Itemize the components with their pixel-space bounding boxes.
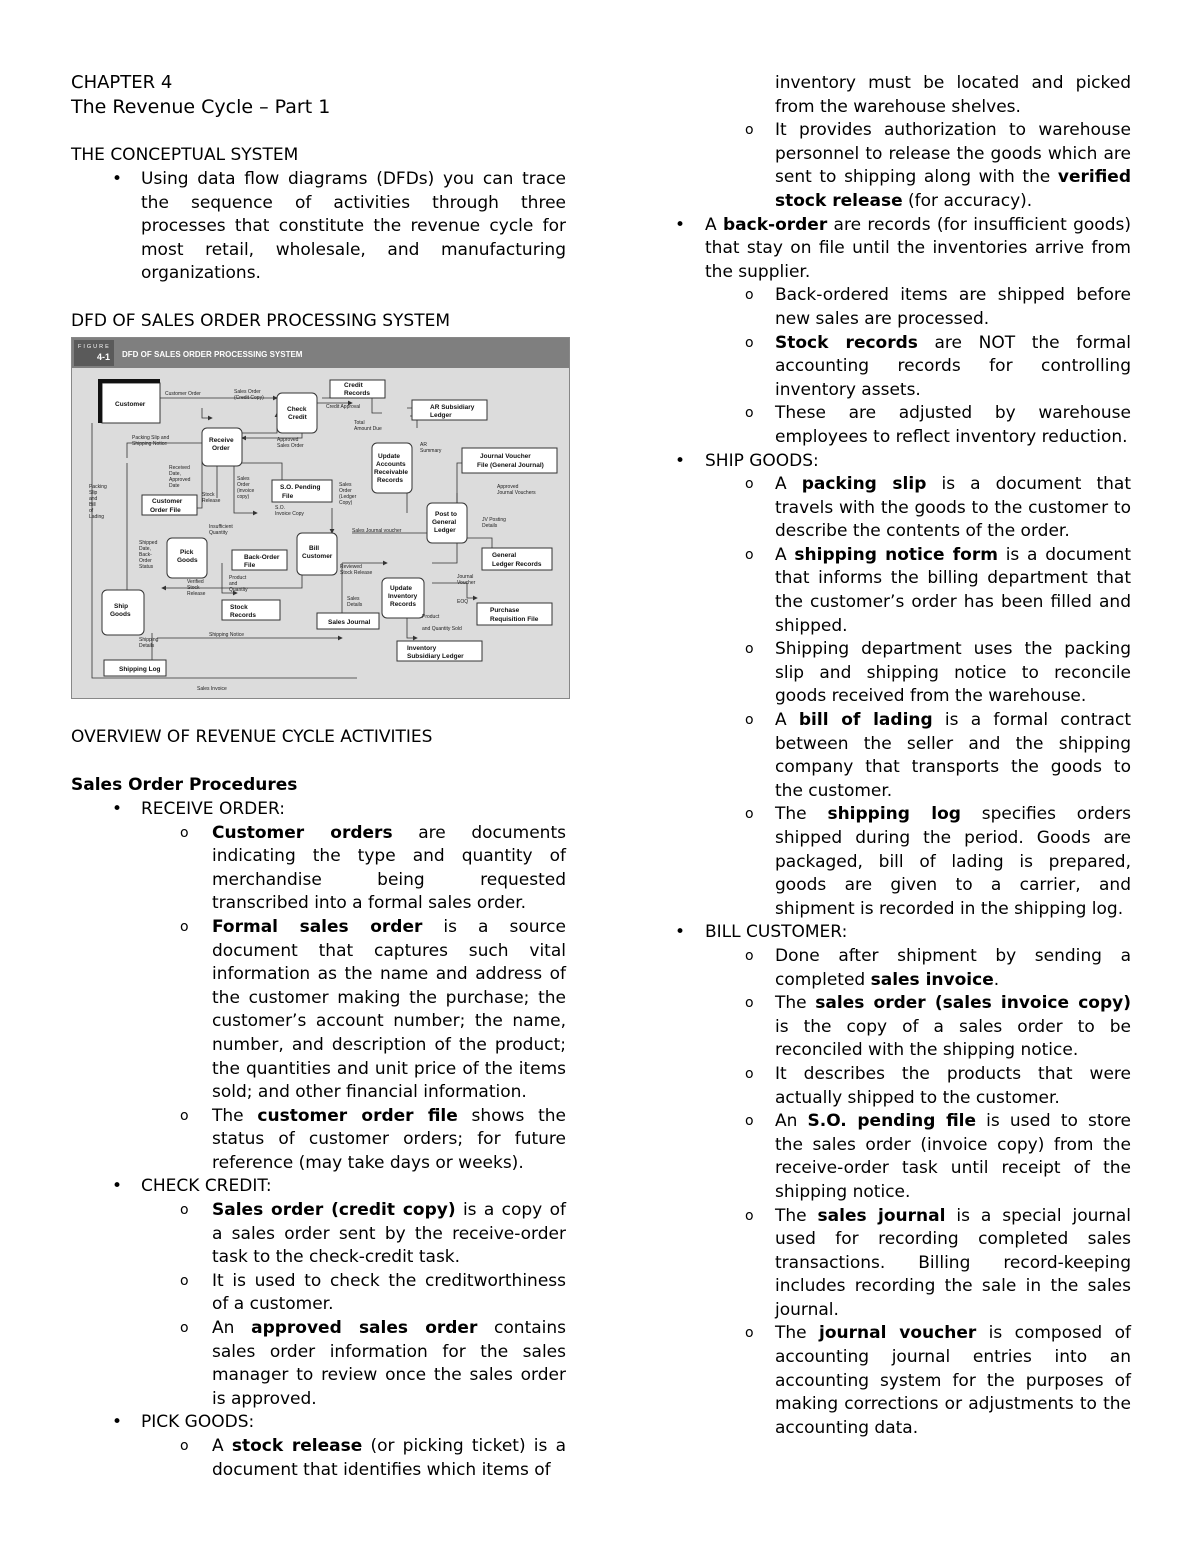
figure-number: 4-1 (97, 351, 111, 362)
flow-shipping-details-2: Details (139, 642, 155, 649)
flow-sales-order-invoice-3: (invoice (237, 487, 255, 494)
node-purchase-req-2: Requisition File (490, 615, 539, 623)
node-check-credit-1: Check (287, 405, 307, 413)
flow-approved-sales-order-1: Approved (277, 436, 299, 443)
flow-packing-slip-bill-4: Bill (89, 501, 96, 508)
node-inventory-ledger-1: Inventory (407, 644, 437, 652)
node-update-inventory-3: Records (390, 600, 417, 608)
flow-sales-order-ledger-4: Copy) (339, 499, 353, 506)
flow-ar-summary-1: AR (420, 441, 427, 448)
overview-heading: OVERVIEW OF REVENUE CYCLE ACTIVITIES (71, 726, 433, 747)
flow-approved-jv-1: Approved (497, 483, 519, 490)
receive-order-item-3: o The customer order file shows the status of customer orders; for future reference (may take days or weeks). (71, 1105, 566, 1176)
flow-shipping-notice: Shipping Notice (209, 631, 245, 638)
node-journal-voucher-2: File (General Journal) (477, 461, 544, 469)
flow-product-qty-3: Quantity (229, 586, 248, 593)
flow-total-amount-due-2: Amount Due (354, 425, 382, 432)
node-ship-goods-1: Ship (114, 602, 129, 610)
flow-packing-slip-bill-2: Slip (89, 489, 98, 496)
flow-so-invoice-copy-2: Invoice Copy (275, 510, 304, 517)
conceptual-heading: THE CONCEPTUAL SYSTEM (71, 145, 299, 165)
node-pick-goods-2: Goods (177, 556, 198, 564)
flow-total-amount-due-1: Total (354, 419, 365, 426)
node-receive-order-2: Order (212, 444, 230, 452)
node-bill-customer-1: Bill (309, 544, 320, 552)
flow-shipped-dates-4: Order (139, 557, 152, 564)
node-ar-ledger-2: Ledger (430, 411, 452, 419)
node-back-order-2: File (244, 561, 256, 569)
node-so-pending-2: File (282, 492, 294, 500)
back-order-item-2: o Stock records are NOT the formal accounting records for controlling inventory assets. (675, 332, 1131, 403)
flow-packing-slip-1: Packing Slip and (132, 434, 170, 441)
receive-order-item-1: o Customer orders are documents indicating the type and quantity of merchandise being requested transcribed into a formal sales order. (71, 822, 566, 916)
node-ar-ledger-1: AR Subsidiary (430, 403, 475, 411)
node-update-ar-2: Accounts (376, 460, 406, 468)
flow-sales-invoice: Sales Invoice (197, 685, 227, 692)
chapter-label: CHAPTER 4 (71, 72, 173, 93)
bill-customer-label: • BILL CUSTOMER: (675, 921, 1131, 945)
flow-insufficient-qty-1: Insufficient (209, 523, 233, 530)
ship-goods-item-4: o A bill of lading is a formal contract between the seller and the shipping company that transports the goods to the customer. (675, 709, 1131, 803)
right-column (675, 72, 1131, 1440)
flow-packing-slip-bill-3: and (89, 495, 98, 502)
flow-eoq: EOQ (457, 598, 469, 605)
node-update-ar-4: Records (377, 476, 404, 484)
bill-customer-item-2: o The sales order (sales invoice copy) is the copy of a sales order to be reconciled with the shipping notice. (675, 992, 1131, 1063)
back-order-item-1: o Back-ordered items are shipped before new sales are processed. (675, 284, 1131, 331)
flow-verified-stock-2: Stock (187, 584, 200, 591)
flow-received-date-2: Date, (169, 470, 181, 477)
dfd-heading: DFD OF SALES ORDER PROCESSING SYSTEM (71, 310, 451, 331)
flow-verified-stock-3: Release (187, 590, 206, 597)
flow-packing-slip-bill-6: Lading (89, 513, 105, 520)
node-ship-goods-2: Goods (110, 610, 131, 618)
flow-reviewed-stock-1: Reviewed (340, 563, 362, 570)
flow-customer-order: Customer Order (165, 390, 201, 397)
flow-product-qty-2: and (229, 580, 238, 587)
flow-received-date-1: Received (169, 464, 190, 471)
flow-sales-order-credit-2: (Credit Copy) (234, 394, 264, 401)
flow-so-invoice-copy-1: S.O. (275, 504, 286, 511)
flow-sales-journal-voucher: Sales Journal voucher (352, 527, 402, 534)
flow-stock-release-2: Release (202, 497, 221, 504)
node-bill-customer-2: Customer (302, 552, 333, 560)
node-shipping-log: Shipping Log (119, 665, 161, 673)
flow-journal-voucher-1: Journal (457, 573, 474, 580)
bill-customer-item-3: o It describes the products that were actually shipped to the customer. (675, 1063, 1131, 1110)
node-update-ar-3: Receivable (374, 468, 408, 476)
node-post-gl-1: Post to (435, 510, 458, 518)
node-sales-journal: Sales Journal (328, 618, 371, 626)
node-receive-order-1: Receive (209, 436, 234, 444)
flow-product-qty-1: Product (229, 574, 247, 581)
node-stock-records-2: Records (230, 611, 257, 619)
pick-goods-item-2: o It provides authorization to warehouse personnel to release the goods which are sent to shipping along with the verified stock release (for accuracy). (675, 119, 1131, 213)
node-so-pending-1: S.O. Pending (280, 483, 321, 491)
flow-packing-slip-bill-1: Packing (89, 483, 107, 490)
flow-shipped-dates-5: Status (139, 563, 154, 570)
node-post-gl-3: Ledger (434, 526, 456, 534)
flow-approved-jv-2: Journal Vouchers (497, 489, 536, 496)
node-customer: Customer (115, 400, 146, 408)
check-credit-item-1: o Sales order (credit copy) is a copy of a sales order sent by the receive-order task to the check-credit task. (71, 1199, 566, 1270)
node-stock-records-1: Stock (230, 603, 248, 611)
flow-sales-details-1: Sales (347, 595, 360, 602)
flow-received-date-4: Date (169, 482, 180, 489)
node-general-ledger-2: Ledger Records (492, 560, 542, 568)
node-update-inventory-2: Inventory (388, 592, 418, 600)
node-inventory-ledger-2: Subsidiary Ledger (407, 652, 464, 660)
pick-goods-item-1-continued: inventory must be located and picked from the warehouse shelves. (775, 73, 1131, 117)
flow-sales-order-invoice-4: copy) (237, 493, 250, 500)
back-order-item-3: o These are adjusted by warehouse employees to reflect inventory reduction. (675, 402, 1131, 449)
ship-goods-item-2: o A shipping notice form is a document that informs the billing department that the customer’s order has been filled and shipped. (675, 544, 1131, 638)
node-check-credit-2: Credit (288, 413, 307, 421)
flow-product-qty-sold-2: and Quantity Sold (422, 625, 462, 632)
node-general-ledger-1: General (492, 551, 517, 559)
flow-insufficient-qty-2: Quantity (209, 529, 228, 536)
flow-shipped-dates-1: Shipped (139, 539, 158, 546)
left-column (71, 70, 566, 1482)
ship-goods-item-5: o The shipping log specifies orders shipped during the period. Goods are packaged, bill of lading is prepared, goods are given to a carrier, and shipment is recorded in the shipping log. (675, 803, 1131, 921)
back-order-bullet: • A back-order are records (for insufficient goods) that stay on file until the inventories arrive from the supplier. (675, 214, 1131, 285)
flow-stock-release-1: Stock (202, 491, 215, 498)
figure-label: FIGURE (78, 343, 111, 350)
flow-shipped-dates-3: Back- (139, 551, 152, 558)
node-update-inventory-1: Update (390, 584, 413, 592)
node-journal-voucher-1: Journal Voucher (480, 452, 531, 460)
bill-customer-item-6: o The journal voucher is composed of accounting journal entries into an accounting system for the purposes of making corrections or adjustments to the accounting data. (675, 1322, 1131, 1440)
chapter-title: The Revenue Cycle – Part 1 (71, 96, 331, 118)
flow-sales-order-credit-1: Sales Order (234, 388, 261, 395)
node-pick-goods-1: Pick (180, 548, 194, 556)
node-purchase-req-1: Purchase (490, 606, 520, 614)
node-customer-order-file-1: Customer (152, 497, 183, 505)
ship-goods-item-1: o A packing slip is a document that travels with the goods to the customer to describe the contents of the order. (675, 473, 1131, 544)
flow-sales-order-ledger-3: (Ledger (339, 493, 357, 500)
flow-jv-posting-2: Details (482, 522, 498, 529)
dfd-figure (71, 337, 570, 699)
receive-order-label: • RECEIVE ORDER: (71, 798, 566, 822)
flow-ar-summary-2: Summary (420, 447, 442, 454)
flow-packing-slip-bill-5: of (89, 507, 94, 514)
flow-approved-sales-order-2: Sales Order (277, 442, 304, 449)
conceptual-bullet: • Using data flow diagrams (DFDs) you can trace the sequence of activities through three processes that constitute the revenue cycle for most retail, wholesale, and manufacturing organizations. (71, 168, 566, 286)
bill-customer-item-5: o The sales journal is a special journal used for recording completed sales transactions. Billing record-keeping includes recording the sale in the sales journal. (675, 1205, 1131, 1323)
node-back-order-1: Back-Order (244, 553, 280, 561)
ship-goods-label: • SHIP GOODS: (675, 450, 1131, 474)
flow-sales-order-invoice-1: Sales (237, 475, 250, 482)
flow-sales-order-ledger-1: Sales (339, 481, 352, 488)
check-credit-item-3: o An approved sales order contains sales order information for the sales manager to review once the sales order is approved. (71, 1317, 566, 1411)
ship-goods-item-3: o Shipping department uses the packing slip and shipping notice to reconcile goods received from the warehouse. (675, 638, 1131, 709)
check-credit-item-2: o It is used to check the creditworthiness of a customer. (71, 1270, 566, 1317)
pick-goods-label: • PICK GOODS: (71, 1411, 566, 1435)
flow-jv-posting-1: JV Posting (482, 516, 506, 523)
node-update-ar-1: Update (378, 452, 401, 460)
flow-received-date-3: Approved (169, 476, 191, 483)
flow-shipping-details-1: Shipping (139, 636, 159, 643)
bill-customer-item-4: o An S.O. pending file is used to store the sales order (invoice copy) from the receive-order task until receipt of the shipping notice. (675, 1110, 1131, 1204)
pick-goods-item-1: o A stock release (or picking ticket) is a document that identifies which items of (71, 1435, 566, 1482)
flow-shipped-dates-2: Date, (139, 545, 151, 552)
flow-journal-voucher-2: Voucher (457, 579, 476, 586)
figure-title: DFD OF SALES ORDER PROCESSING SYSTEM (122, 349, 303, 359)
flow-sales-order-invoice-2: Order (237, 481, 250, 488)
flow-product-qty-sold-1: Product (422, 613, 440, 620)
flow-verified-stock-1: Verified (187, 578, 204, 585)
node-credit-records-1: Credit (344, 381, 363, 389)
flow-reviewed-stock-2: Stock Release (340, 569, 373, 576)
receive-order-item-2: o Formal sales order is a source document that captures such vital information as the name and address of the customer making the purchase; the customer’s account number; the name, number, and description of the product; the quantities and unit price of the items sold; and other financial information. (71, 916, 566, 1105)
flow-packing-slip-2: Shipping Notice (132, 440, 168, 447)
node-customer-order-file-2: Order File (150, 506, 181, 514)
check-credit-label: • CHECK CREDIT: (71, 1175, 566, 1199)
flow-credit-approval: Credit Approval (326, 403, 361, 410)
flow-sales-order-ledger-2: Order (339, 487, 352, 494)
flow-sales-details-2: Details (347, 601, 363, 608)
node-post-gl-2: General (432, 518, 457, 526)
node-credit-records-2: Records (344, 389, 371, 397)
sales-order-procedures: Sales Order Procedures (71, 774, 298, 795)
bill-customer-item-1: o Done after shipment by sending a completed sales invoice. (675, 945, 1131, 992)
